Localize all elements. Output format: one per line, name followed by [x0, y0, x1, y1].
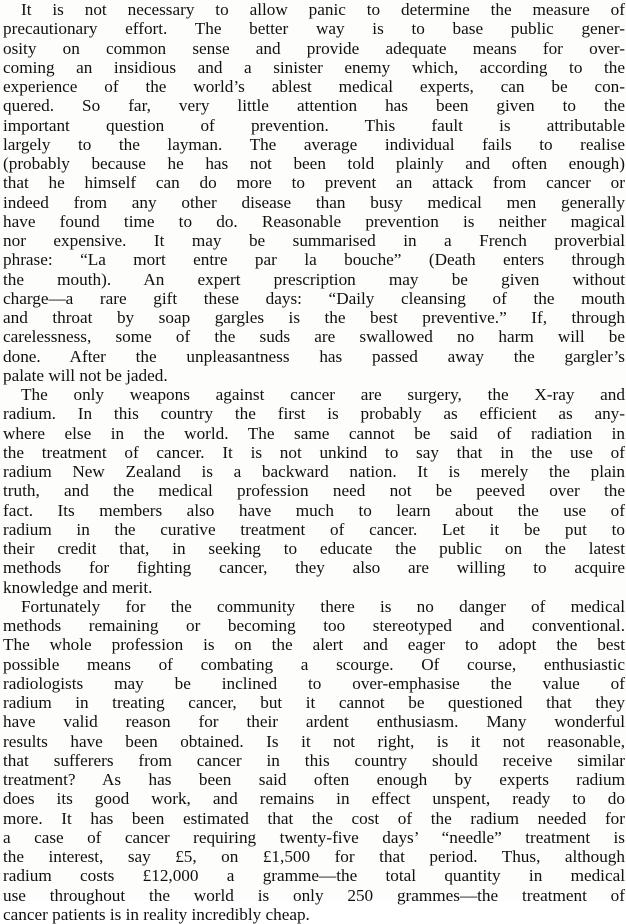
- text-line: largely to the layman. The average individual fails to realise: [3, 134, 625, 154]
- text-line: the treatment of cancer. It is not unkind to say that in the use of: [3, 442, 625, 462]
- text-line: and throat by soap gargles is the best preventive.” If, through: [3, 308, 625, 327]
- text-line: nor expensive. It may be summarised in a French proverbial: [3, 231, 625, 250]
- text-line: the interest, say £5, on £1,500 for that period. Thus, although: [3, 847, 625, 866]
- text-line: The whole profession is on the alert and eager to adopt the best: [3, 635, 625, 655]
- text-line: a case of cancer requiring twenty-five days’ “needle” treatment is: [3, 827, 625, 847]
- text-line: have valid reason for their ardent enthusiasm. Many wonderful: [3, 712, 625, 732]
- text-line: that he himself can do more to prevent an attack from cancer or: [3, 173, 625, 193]
- text-line: methods for fighting cancer, they also are willing to acquire: [3, 558, 625, 578]
- text-line: have found time to do. Reasonable prevention is neither magical: [3, 211, 625, 231]
- text-line: important question of prevention. This fault is attributable: [3, 115, 625, 135]
- text-line: truth, and the medical profession need not be peeved over the: [3, 481, 625, 501]
- text-line: the mouth). An expert prescription may be given without: [3, 269, 625, 289]
- text-line: phrase: “La mort entre par la bouche” (Death enters through: [3, 250, 625, 270]
- text-line: Fortunately for the community there is no danger of medical: [21, 596, 625, 616]
- text-line: radium in the curative treatment of cancer. Let it be put to: [3, 519, 625, 539]
- text-line: done. After the unpleasantness has passed away the gargler’s: [3, 346, 625, 366]
- text-line: radium New Zealand is a backward nation. It is merely the plain: [3, 462, 625, 481]
- text-line: does its good work, and remains in effect unspent, ready to do: [3, 789, 625, 809]
- text-line: (probably because he has not been told plainly and often enough): [3, 154, 625, 173]
- text-line: charge—a rare gift these days: “Daily cleansing of the mouth: [3, 288, 625, 308]
- text-line: coming an insidious and a sinister enemy which, according to the: [3, 57, 625, 77]
- text-line: The only weapons against cancer are surgery, the X-ray and: [21, 385, 625, 404]
- text-line: more. It has been estimated that the cost of the radium needed for: [3, 808, 625, 828]
- text-line: radium in treating cancer, but it cannot be questioned that they: [3, 693, 625, 712]
- text-line: their credit that, in seeking to educate the public on the latest: [3, 539, 625, 558]
- text-line: treatment? As has been said often enough by experts radium: [3, 770, 625, 789]
- text-line: cancer patients is in reality incredibly cheap.: [3, 904, 310, 924]
- text-line: carelessness, some of the suds are swallowed no harm will be: [3, 327, 625, 347]
- text-line: methods remaining or becoming too stereotyped and conventional.: [3, 616, 625, 635]
- text-line: radium costs £12,000 a gramme—the total quantity in medical: [3, 866, 625, 886]
- text-line: possible means of combating a scourge. Of course, enthusiastic: [3, 654, 625, 674]
- text-line: results have been obtained. Is it not right, is it not reasonable,: [3, 731, 625, 751]
- text-line: osity on common sense and provide adequate means for over-: [3, 38, 625, 58]
- text-line: quered. So far, very little attention has been given to the: [3, 96, 625, 116]
- text-line: where else in the world. The same cannot be said of radiation in: [3, 423, 625, 443]
- text-line: experience of the world’s ablest medical experts, can be con-: [3, 77, 625, 96]
- text-line: knowledge and merit.: [3, 577, 153, 597]
- text-line: It is not necessary to allow panic to determine the measure of: [21, 0, 625, 19]
- text-line: use throughout the world is only 250 grammes—the treatment of: [3, 885, 625, 905]
- text-line: radiologists may be inclined to over-emphasise the value of: [3, 673, 625, 693]
- text-line: palate will not be jaded.: [3, 365, 168, 385]
- text-line: precautionary effort. The better way is to base public gener-: [3, 19, 625, 39]
- text-line: indeed from any other disease than busy medical men generally: [3, 192, 625, 212]
- text-line: that sufferers from cancer in this country should receive similar: [3, 750, 625, 770]
- text-line: fact. Its members also have much to learn about the use of: [3, 500, 625, 520]
- text-line: radium. In this country the first is probably as efficient as any-: [3, 404, 625, 424]
